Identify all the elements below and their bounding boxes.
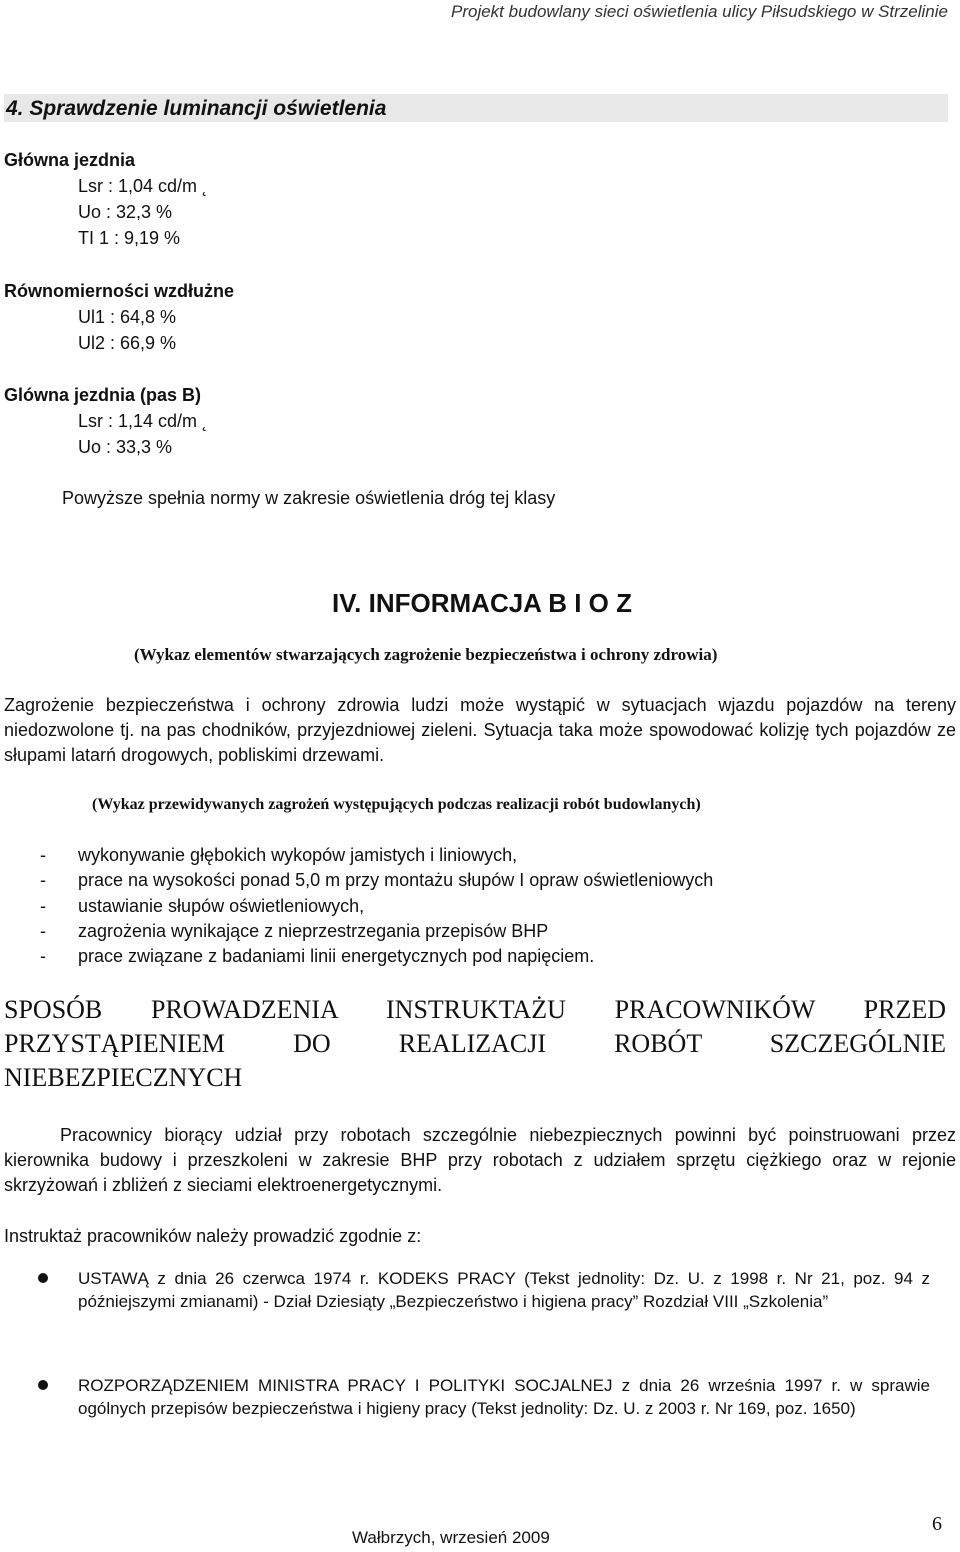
page-header: Projekt budowlany sieci oświetlenia ulicy Piłsudskiego w Strzelinie	[450, 2, 948, 21]
regulation-item: ROZPORZĄDZENIEM MINISTRA PRACY I POLITYKI SOCJALNEJ z dnia 26 września 1997 r. w sprawie ogólnych przepisów bezpieczeństwa i higieny pracy (Tekst jednolity: Dz. U. z 2003 r. Nr 169, poz. 1650)	[78, 1376, 930, 1418]
measurement-line: Lsr : 1,04 cd/m ˛	[78, 176, 209, 196]
hazard-subtitle: (Wykaz elementów stwarzających zagrożenie bezpieczeństwa i ochrony zdrowia)	[134, 645, 718, 664]
group-title-lane-b: Glówna jezdnia (pas B)	[4, 385, 202, 405]
list-dash: -	[40, 946, 46, 966]
list-item: zagrożenia wynikające z nieprzestrzegania przepisów BHP	[78, 921, 549, 941]
list-item: prace na wysokości ponad 5,0 m przy montażu słupów I opraw oświetleniowych	[78, 870, 714, 890]
hazard-paragraph: Zagrożenie bezpieczeństwa i ochrony zdrowia ludzi może wystąpić w sytuacjach wjazdu pojazdów na tereny niedozwolone tj. na pas chodników, przyjezdniowej zieleni. Sytuacja taka może spowodować kolizję tych pojazdów ze słupami latarń drogowych, pobliskimi drzewami.	[4, 695, 956, 765]
instruction-paragraph: Pracownicy biorący udział przy robotach szczególnie niebezpiecznych powinni być poinstruowani przez kierownika budowy i przeszkoleni w zakresie BHP przy robotach z udziałem sprzętu ciężkiego oraz w rejonie skrzyżowań i zbliżeń z sieciami elektroenergetycznymi.	[4, 1125, 956, 1195]
measurement-line: Ul2 : 66,9 %	[78, 333, 177, 353]
bullet-icon	[38, 1273, 48, 1283]
measurement-line: Uo : 32,3 %	[78, 202, 173, 222]
page-number: 6	[932, 1513, 942, 1535]
regulation-item: USTAWĄ z dnia 26 czerwca 1974 r. KODEKS PRACY (Tekst jednolity: Dz. U. z 1998 r. Nr 21, poz. 94 z późniejszymi zmianami) - Dział Dziesiąty „Bezpieczeństwo i higiena pracy” Rozdział VIII „Szkolenia”	[78, 1269, 930, 1311]
measurement-line: Uo : 33,3 %	[78, 437, 173, 457]
list-item: ustawianie słupów oświetleniowych,	[78, 896, 365, 916]
list-dash: -	[40, 896, 46, 916]
group-title-uniformity: Równomierności wzdłużne	[4, 281, 235, 301]
instruction-heading-line: PRZYSTĄPIENIEM DO REALIZACJI ROBÓT SZCZEGÓLNIE	[4, 1029, 946, 1058]
list-dash: -	[40, 921, 46, 941]
list-dash: -	[40, 870, 46, 890]
instruction-lead: Instruktaż pracowników należy prowadzić zgodnie z:	[4, 1226, 422, 1246]
list-item: prace związane z badaniami linii energetycznych pod napięciem.	[78, 946, 595, 966]
measurement-line: TI 1 : 9,19 %	[78, 228, 181, 248]
measurement-line: Ul1 : 64,8 %	[78, 307, 177, 327]
instruction-heading-line: SPOSÓB PROWADZENIA INSTRUKTAŻU PRACOWNIKÓW PRZED	[4, 995, 946, 1024]
conclusion-text: Powyższe spełnia normy w zakresie oświetlenia dróg tej klasy	[62, 488, 556, 508]
instruction-heading-line: NIEBEZPIECZNYCH	[4, 1063, 243, 1092]
expected-hazards-subtitle: (Wykaz przewidywanych zagrożeń występujących podczas realizacji robót budowlanych)	[92, 796, 701, 813]
footer-place-date: Wałbrzych, wrzesień 2009	[352, 1528, 550, 1547]
section-title: 4. Sprawdzenie luminancji oświetlenia	[6, 97, 387, 120]
list-dash: -	[40, 845, 46, 865]
measurement-line: Lsr : 1,14 cd/m ˛	[78, 411, 209, 431]
bioz-heading: IV. INFORMACJA B I O Z	[332, 588, 632, 618]
list-item: wykonywanie głębokich wykopów jamistych i liniowych,	[78, 845, 518, 865]
group-title-main-road: Główna jezdnia	[4, 150, 136, 170]
bullet-icon	[38, 1380, 48, 1390]
